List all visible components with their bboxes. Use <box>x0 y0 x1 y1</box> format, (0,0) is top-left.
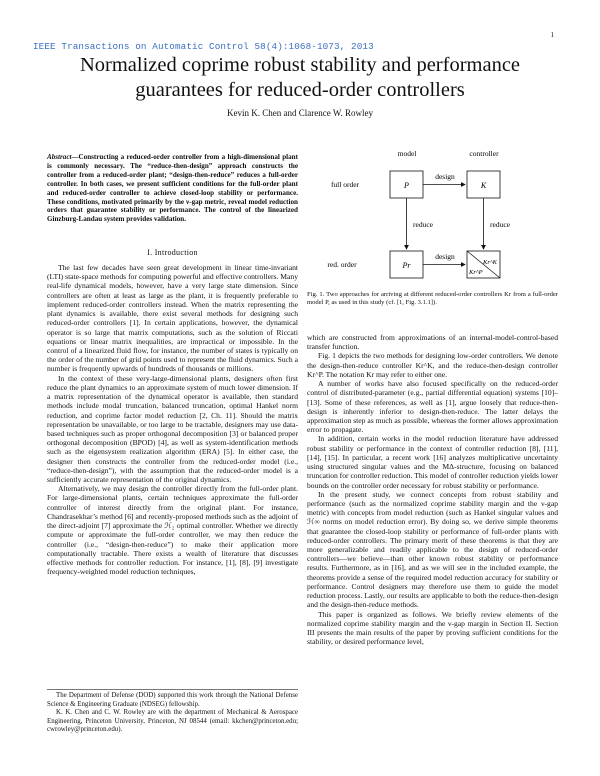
left-paragraph: Alternatively, we may design the controller directly from the full-order plant. For large-dimensional plants, certain techniques approximate the full-order controller of interest directly from the original plant. For instance, Chandrasekhar’s method [6] and recently-proposed methods such as the adjoint of the direct-adjoint [7] approximate the ℋ₂ optimal controller. Whether we directly compute or approximate the full-order controller, we may then reduce the controller (i.e., “design-then-reduce”) to make their application more computationally tractable. There exists a wealth of literature that discusses effective methods for controller reduction. For instance, [1], [8], [9] investigate frequency-weighted model reduction techniques, <box>47 484 298 577</box>
section-heading: I. Introduction <box>147 248 198 257</box>
left-paragraph: In the context of these very-large-dimensional plants, designers often first reduce the plant dynamics to an approximate system of much lower dimension. If a matrix representation of the dynamical operator is available, then standard methods include modal truncation, balanced truncation, optimal Hankel norm reduction, and coprime factor model reduction [2, Ch. 11]. Should the matrix representation be unavailable, or too large to be tractable, designers may use data-based techniques such as proper orthogonal decomposition [3] or balanced proper orthogonal decomposition (BPOD) [4], as well as system-identification methods such as the eigensystem realization algorithm (ERA) [5]. In either case, the designer then constructs the controller from the reduced-order model (i.e., “reduce-then-design”), with the assumption that the reduced-order model is a sufficiently accurate representation of the original dynamics. <box>47 373 298 485</box>
right-paragraph: Fig. 1 depicts the two methods for designing low-order controllers. We denote the design-then-reduce controller Kr^K, and the reduce-then-design controller Kr^P. The notation Kr may refer to either one. <box>307 351 558 379</box>
label-design-bottom: design <box>435 252 455 261</box>
reduced-plant-Pr-label: Pr <box>402 261 411 270</box>
controller-K-label: K <box>480 181 487 190</box>
left-paragraph: The last few decades have seen great development in linear time-invariant (LTI) state-space methods for computing powerful and effective controllers. Many real-life dynamical models, however, have a very large state dimension. Since controllers are often at least as large as the plant, it is frequently preferable to implement reduced-order controllers instead. When the matrix representing the plant dynamics is available, there exist several methods for designing such reduced-order controllers [1]. In certain applications, however, the dynamical operator is so large that matrix computations, such as the solution of Riccati equations or linear matrix inequalities, are impractical or impossible. In the control of a linearized fluid flow, for instance, the number of states is typically on the order of the number of grid points used to represent the fluid dynamics. Such a number is frequently upwards of hundreds of thousands or millions. <box>47 263 298 374</box>
right-paragraph: A number of works have also focused specifically on the reduced-order control of distributed-parameter (e.g., partial differential equation) systems [10]–[13]. Some of these references, as well as [1], argue loosely that reduce-then-design is inherently inferior to design-then-reduce. The latter delays the approximation step as much as possible, whereas the former allows approximation error to propagate. <box>307 379 558 435</box>
right-paragraph: which are constructed from approximations of an internal-model-control-based transfer function. <box>307 333 558 352</box>
title-line-1: Normalized coprime robust stability and performance <box>79 54 521 76</box>
col-label-controller: controller <box>469 149 499 158</box>
paper-title <box>40 53 560 103</box>
label-design-top: design <box>435 172 455 181</box>
running-header-link[interactable]: IEEE Transactions on Automatic Control 58(4):1068-1073, 2013 <box>33 41 374 52</box>
page-number: 1 <box>550 31 554 39</box>
title-line-2: guarantees for reduced-order controllers <box>135 79 465 101</box>
right-paragraph: In the present study, we connect concepts from robust stability and performance (such as the normalized coprime stability margin and the ν-gap metric) with concepts from model reduction (such as Hankel singular values and ℋ∞ norms on model reduction error). By doing so, we derive simple theorems that guarantee the closed-loop stability or performance of full-order plants with reduced-order controllers. The primary merit of these theorems is that they are more generalizable and readily applicable to the design of reduced-order controllers—we believe—than other known robust stability or performance results. Furthermore, as in [16], and as we will see in the included example, the theorems provide a sense of the required model reduction accuracy for stability or performance. Control designers may therefore use them to guide the model reduction process. Lastly, our results are applicable to both the reduce-then-design and the design-then-reduce methods. <box>307 489 558 610</box>
right-paragraph: This paper is organized as follows. We briefly review elements of the normalized coprime stability margin and the ν-gap margin in Section II. Section III presents the main results of the paper by proving sufficient conditions for the stability, or desired performance level, <box>307 609 558 647</box>
footnote: K. K. Chen and C. W. Rowley are with the department of Mechanical & Aerospace Engineering, Princeton University, Princeton, NJ 08544 (email: kkchen@princeton.edu; cwrowley@princeton.edu). <box>47 709 298 734</box>
abstract-text: —Constructing a reduced-order controller from a high-dimensional plant is commonly necessary. The “reduce-then-design” approach constructs the controller from a reduced-order plant; “design-then-reduce” reduces a full-order controller. In both cases, we present sufficient conditions for the full-order plant and reduced-order controller to achieve closed-loop stability or performance. These conditions, motivated primarily by the ν-gap metric, reveal model reduction orders that guarantee stability or performance. The control of the linearized Ginzburg-Landau system provides validation. <box>47 153 298 224</box>
controller-KrK-label: Kr^K <box>483 259 497 266</box>
label-reduce-left: reduce <box>413 220 433 229</box>
right-column-body <box>307 333 558 646</box>
abstract <box>47 153 298 224</box>
footnotes <box>47 689 298 735</box>
figure-caption: Fig. 1. Two approaches for arriving at different reduced-order controllers Kr from a full-order model P, as used in this study (cf. [1, Fig. 3.1.1]). <box>307 291 558 307</box>
left-column-body <box>47 263 298 576</box>
abstract-label: Abstract <box>47 153 72 161</box>
footnote: The Department of Defense (DOD) supported this work through the National Defense Science & Engineering Graduate (NDSEG) fellowship. <box>47 692 298 708</box>
figure-1-diagram <box>317 146 557 296</box>
row-label-reduced-order: red. order <box>327 260 357 269</box>
plant-P-label: P <box>404 181 409 190</box>
row-label-full-order: full order <box>330 180 360 189</box>
controller-KrP-label: Kr^P <box>469 269 483 276</box>
col-label-model: model <box>397 149 417 158</box>
right-paragraph: In addition, certain works in the model reduction literature have addressed robust stability or performance in the context of controller reduction [8], [11], [14], [15]. In particular, a recent work [16] analyzes multiplicative uncertainty using structured singular values and the MΔ-structure, focusing on balanced truncation for controller reduction. This model of controller reduction yields lower bounds on the controller order necessary for robust stability or performance. <box>307 434 559 490</box>
label-reduce-right: reduce <box>490 220 510 229</box>
authors: Kevin K. Chen and Clarence W. Rowley <box>227 108 373 118</box>
